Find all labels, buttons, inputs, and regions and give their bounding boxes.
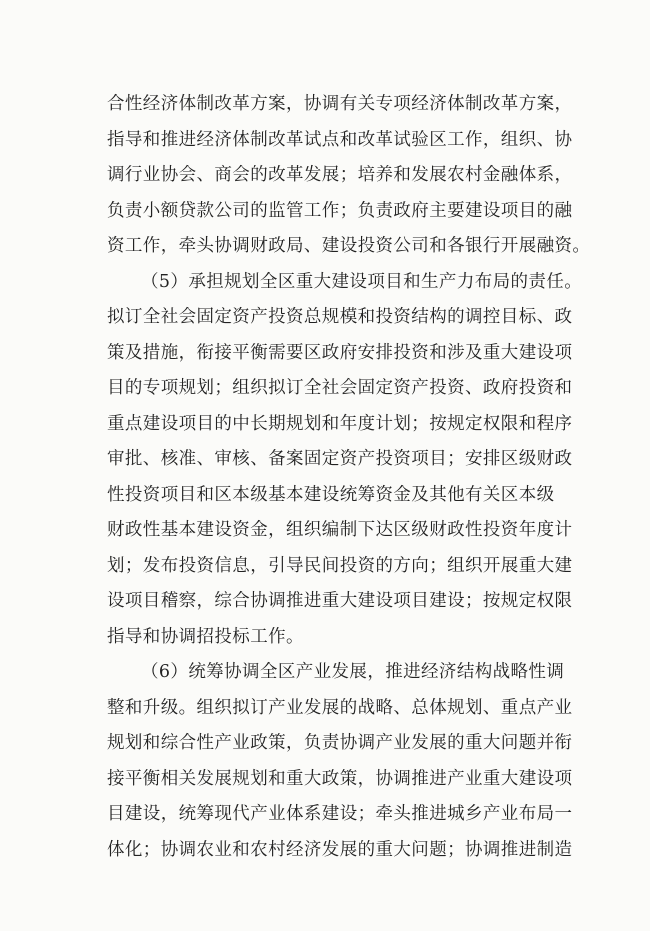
text-line: 拟订全社会固定资产投资总规模和投资结构的调控目标、政 <box>107 307 573 327</box>
text-line: 财政性基本建设资金，组织编制下达区级财政性投资年度计 <box>107 520 573 540</box>
text-line: 审批、核准、审核、备案固定资产投资项目；安排区级财政 <box>107 449 573 469</box>
text-line: 合性经济体制改革方案，协调有关专项经济体制改革方案， <box>107 94 573 114</box>
text-line: 划；发布投资信息，引导民间投资的方向；组织开展重大建 <box>107 556 573 576</box>
paragraph-heading-5: （5）承担规划全区重大建设项目和生产力布局的责任。 <box>141 272 583 292</box>
text-line: 接平衡相关发展规划和重大政策，协调推进产业重大建设项 <box>107 769 573 789</box>
text-line: 调行业协会、商会的改革发展；培养和发展农村金融体系， <box>107 165 573 185</box>
text-line: 目的专项规划；组织拟订全社会固定资产投资、政府投资和 <box>107 378 573 398</box>
text-line: 规划和综合性产业政策，负责协调产业发展的重大问题并衔 <box>107 733 573 753</box>
text-line: 负责小额贷款公司的监管工作；负责政府主要建设项目的融 <box>107 201 573 221</box>
text-line: 指导和协调招投标工作。 <box>107 627 304 647</box>
text-line: 体化；协调农业和农村经济发展的重大问题；协调推进制造 <box>107 840 573 860</box>
text-line: 设项目稽察，综合协调推进重大建设项目建设；按规定权限 <box>107 591 573 611</box>
text-line: 资工作，牵头协调财政局、建设投资公司和各银行开展融资。 <box>107 236 591 256</box>
text-line: 性投资项目和区本级基本建设统筹资金及其他有关区本级 <box>107 485 555 505</box>
text-line: 整和升级。组织拟订产业发展的战略、总体规划、重点产业 <box>107 698 573 718</box>
text-line: 指导和推进经济体制改革试点和改革试验区工作，组织、协 <box>107 130 573 150</box>
text-line: 目建设，统筹现代产业体系建设；牵头推进城乡产业布局一 <box>107 804 573 824</box>
text-line: 策及措施，衔接平衡需要区政府安排投资和涉及重大建设项 <box>107 343 573 363</box>
text-line: 重点建设项目的中长期规划和年度计划；按规定权限和程序 <box>107 414 573 434</box>
paragraph-heading-6: （6）统筹协调全区产业发展，推进经济结构战略性调 <box>141 662 565 682</box>
